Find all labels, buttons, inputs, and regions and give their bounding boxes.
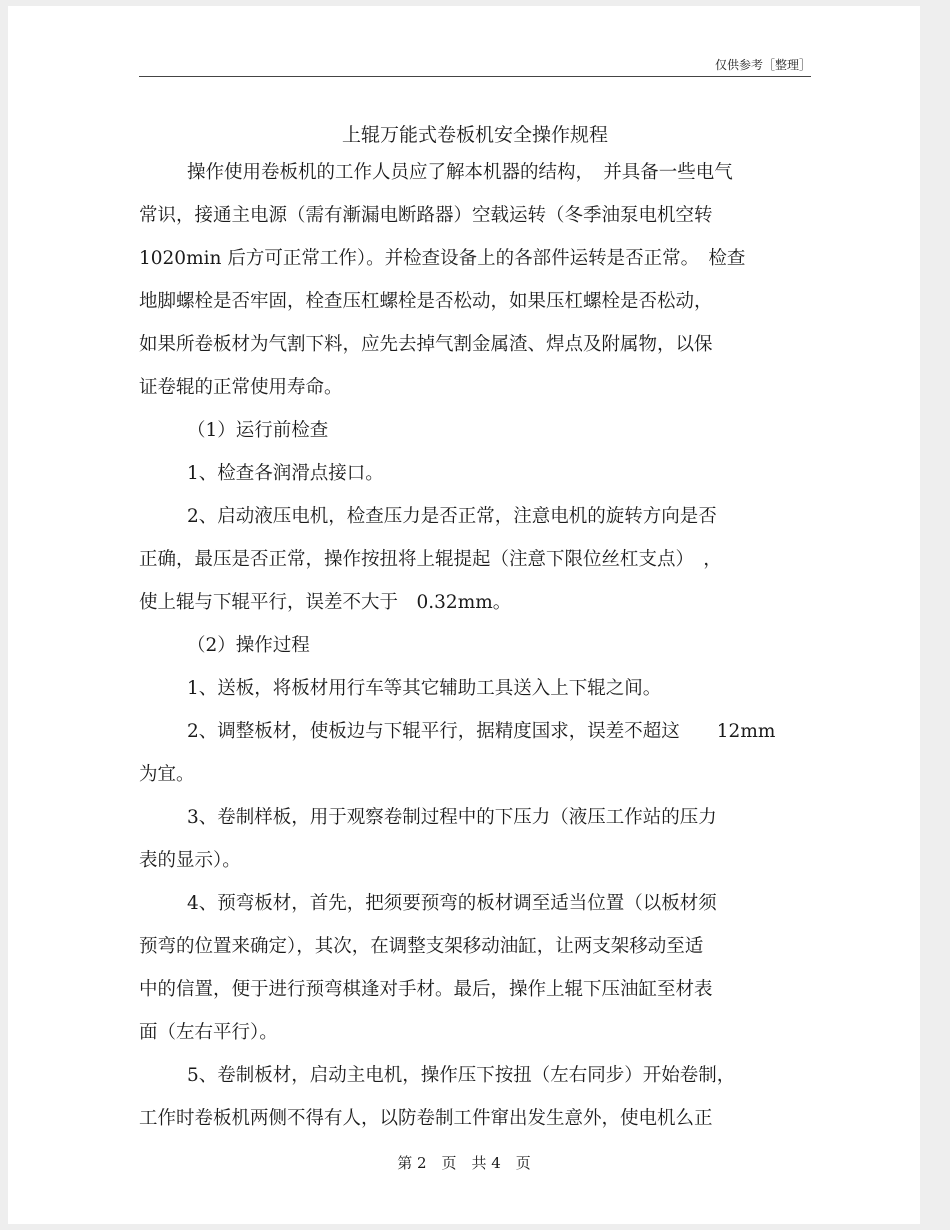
section-heading: （1）运行前检查 xyxy=(187,420,329,441)
body-line: 2、调整板材，使板边与下辊平行，据精度国求，误差不超这 12mm xyxy=(187,721,776,742)
body-line: 操作使用卷板机的工作人员应了解本机器的结构， 并具备一些电气 xyxy=(187,162,733,183)
body-line: 地脚螺栓是否牢固，栓查压杠螺栓是否松动，如果压杠螺栓是否松动， xyxy=(139,291,713,312)
body-line: 5、卷制板材，启动主电机，操作压下按扭（左右同步）开始卷制， xyxy=(187,1065,736,1086)
body-line: 使上辊与下辊平行，误差不大于 0.32mm。 xyxy=(139,592,512,613)
section-heading: （2）操作过程 xyxy=(187,635,310,656)
body-line: 工作时卷板机两侧不得有人，以防卷制工件窜出发生意外，使电机么正 xyxy=(139,1108,713,1129)
body-line: 3、卷制样板，用于观察卷制过程中的下压力（液压工作站的压力 xyxy=(187,807,717,828)
body-line: 证卷辊的正常使用寿命。 xyxy=(139,377,343,398)
page-footer: 第 2 页 共 4 页 xyxy=(397,1154,531,1172)
document-title: 上辊万能式卷板机安全操作规程 xyxy=(341,124,608,146)
body-line: 如果所卷板材为气割下料，应先去掉气割金属渣、焊点及附属物，以保 xyxy=(139,334,713,355)
body-line: 1、检查各润滑点接口。 xyxy=(187,463,384,484)
body-line: 1、送板，将板材用行车等其它辅助工具送入上下辊之间。 xyxy=(187,678,662,699)
body-line: 1020min 后方可正常工作）。并检查设备上的各部件运转是否正常。 检查 xyxy=(139,248,746,269)
page-header: 仅供参考［整理］ xyxy=(714,58,811,72)
body-line: 常识，接通主电源（需有漸漏电断路器）空载运转（冬季油泵电机空转 xyxy=(139,205,713,226)
body-line: 为宜。 xyxy=(139,764,195,785)
body-line: 预弯的位置来确定），其次，在调整支架移动油缸，让两支架移动至适 xyxy=(139,936,704,957)
body-line: 正确，最压是否正常，操作按扭将上辊提起（注意下限位丝杠支点） ， xyxy=(139,549,722,570)
body-line: 表的显示）。 xyxy=(139,850,241,871)
document-page xyxy=(8,6,920,1224)
header-rule xyxy=(139,76,811,77)
body-line: 2、启动液压电机，检查压力是否正常，注意电机的旋转方向是否 xyxy=(187,506,717,527)
body-line: 4、预弯板材，首先，把须要预弯的板材调至适当位置（以板材须 xyxy=(187,893,717,914)
body-line: 中的信置，便于进行预弯棋逢对手材。最后，操作上辊下压油缸至材表 xyxy=(139,979,713,1000)
body-line: 面（左右平行）。 xyxy=(139,1022,278,1043)
